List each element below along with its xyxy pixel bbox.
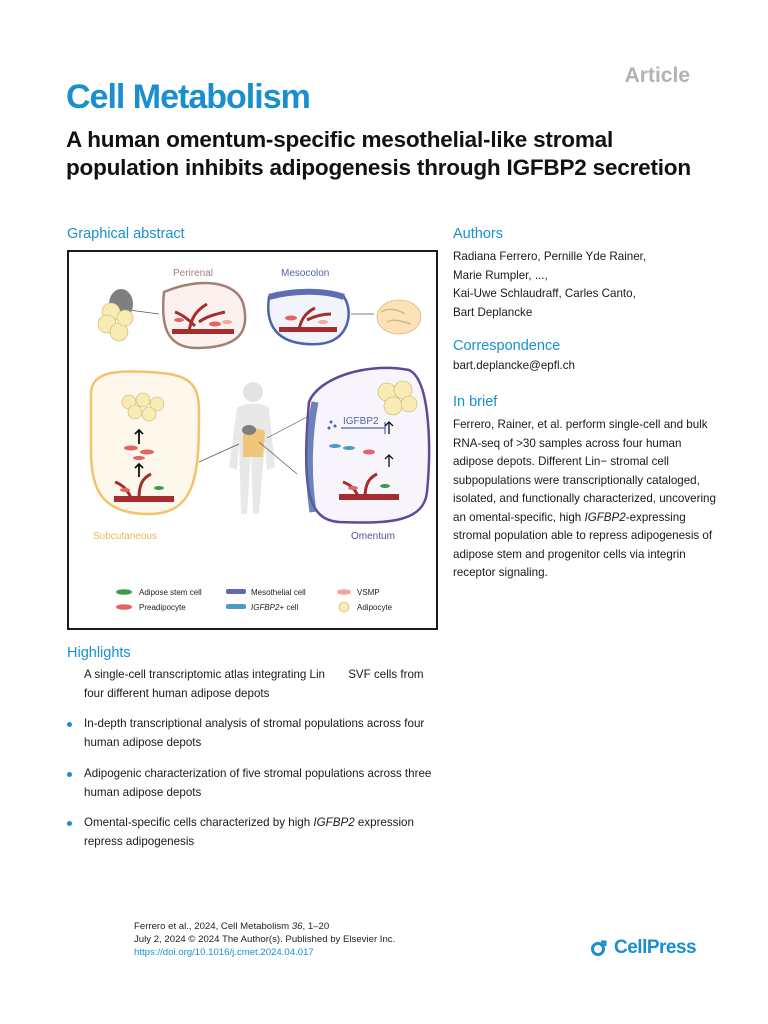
author-line: Radiana Ferrero, Pernille Yde Rainer, — [453, 250, 647, 263]
in-brief-text: Ferrero, Rainer, et al. perform single-cell and bulk RNA-seq of >30 samples across four human adipose depots. Different Lin− stromal cell subpopulations were transcriptionally cataloged, isolated, and functionally characterized, uncovering an omental-specific, high IGFBP2-expressing stromal population able to repress adipogenesis of adipose stem and progenitor cells via integrin receptor signaling. — [453, 418, 716, 579]
mesocolon-depot — [268, 292, 421, 344]
authors-list — [453, 248, 713, 322]
cellpress-wordmark: CellPress — [614, 937, 697, 958]
igfbp2-diagram-label: IGFBP2 — [343, 416, 379, 427]
diagram-legend — [116, 588, 393, 612]
highlight-item: Adipogenic characterization of five stromal populations across three human adipose depots — [67, 765, 447, 802]
bullet-dot-icon — [67, 722, 72, 727]
correspondence-heading: Correspondence — [453, 338, 561, 354]
legend-mesothelial-cell: Mesothelial cell — [251, 588, 306, 597]
mesothelial-cell-swatch — [226, 589, 246, 594]
highlights-heading: Highlights — [67, 645, 131, 661]
highlight-item: Omental-specific cells characterized by high IGFBP2 expression repress adipogenesis — [67, 814, 447, 851]
highlight-item: In-depth transcriptional analysis of stromal populations across four human adipose depots — [67, 715, 447, 752]
doi-link[interactable]: https://doi.org/10.1016/j.cmet.2024.04.017 — [134, 947, 314, 958]
graphical-abstract-figure — [67, 250, 438, 630]
authors-heading: Authors — [453, 226, 503, 242]
adipose-stem-cell-swatch — [116, 589, 132, 595]
subcutaneous-label: Subcutaneous — [93, 531, 157, 542]
author-line: Marie Rumpler, ..., — [453, 268, 548, 282]
adipocyte-swatch — [339, 602, 349, 612]
perirenal-depot — [98, 283, 245, 348]
preadipocyte-swatch — [116, 604, 132, 610]
citation-footer — [134, 920, 395, 959]
legend-adipose-stem-cell: Adipose stem cell — [139, 588, 202, 597]
mesocolon-label: Mesocolon — [281, 268, 330, 279]
journal-name: Cell Metabolism — [66, 78, 310, 116]
citation-line: Ferrero et al., 2024, Cell Metabolism 36, 1–20 — [134, 921, 330, 932]
graphical-abstract-heading: Graphical abstract — [67, 226, 185, 242]
bullet-dot-icon — [67, 821, 72, 826]
publication-date-line: July 2, 2024 © 2024 The Author(s). Published by Elsevier Inc. — [134, 934, 396, 945]
legend-igfbp2-cell: IGFBP2+ cell — [251, 603, 299, 612]
vsmp-swatch — [337, 589, 351, 595]
in-brief-heading: In brief — [453, 394, 498, 410]
omentum-depot — [306, 368, 429, 523]
igfbp2-cell-swatch — [226, 604, 246, 609]
author-line: Bart Deplancke — [453, 305, 533, 319]
omentum-label: Omentum — [351, 531, 395, 542]
article-title: A human omentum-specific mesothelial-like stromal population inhibits adipogenesis through IGFBP2 secretion — [66, 127, 691, 180]
legend-preadipocyte: Preadipocyte — [139, 603, 186, 612]
perirenal-label: Perirenal — [173, 268, 214, 279]
highlight-item: A single-cell transcriptomic atlas integrating Lin SVF cells from four different human adipose depots — [84, 668, 424, 700]
cellpress-logo — [590, 937, 696, 959]
bullet-dot-icon — [67, 772, 72, 777]
subcutaneous-depot — [91, 371, 199, 514]
correspondence-email[interactable]: bart.deplancke@epfl.ch — [453, 359, 575, 372]
article-type-label: Article — [624, 64, 690, 87]
cellpress-mark-icon — [590, 938, 610, 958]
graphical-abstract-illustration — [69, 252, 436, 628]
author-line: Kai-Uwe Schlaudraff, Carles Canto, — [453, 287, 636, 300]
legend-vsmp: VSMP — [357, 588, 380, 597]
legend-adipocyte: Adipocyte — [357, 603, 393, 612]
human-body-figure — [199, 382, 307, 514]
